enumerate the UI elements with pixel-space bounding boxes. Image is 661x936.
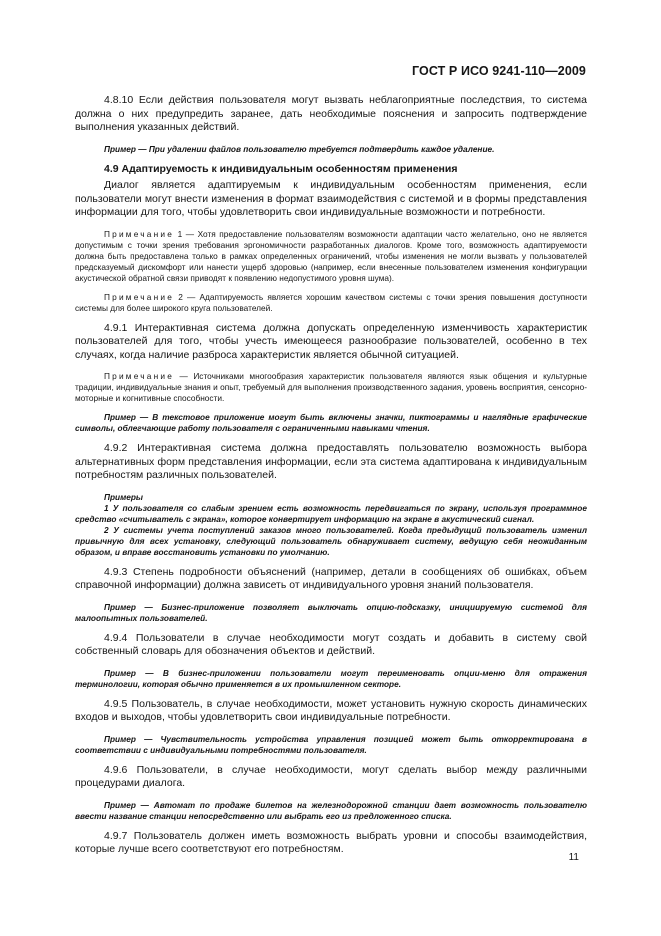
- note-1: [75, 229, 587, 284]
- note-label: Примечание: [104, 228, 175, 239]
- section-intro-paragraph: Диалог является адаптируемым к индивидуальным особенностям применения, если пользователи могут внести изменения в формат взаимодействия с системой и в формы представления информации для того, чтобы удовлетворить свои индивидуальные возможности и потребности.: [75, 179, 587, 218]
- example-paragraph: Пример — В текстовое приложение могут быть включены значки, пиктограммы и наглядные графические символы, облегчающие работу пользователя с ограниченными навыками чтения.: [75, 412, 587, 433]
- example-paragraph: Пример — Бизнес-приложение позволяет выключать опцию-подсказку, инициируемую системой для малоопытных пользователей.: [75, 601, 587, 623]
- note-label: Примечание: [104, 291, 175, 302]
- example-paragraph: Пример — Чувствительность устройства управления позицией может быть откорректирована в соответствии с индивидуальными потребностями пользователя.: [75, 733, 587, 755]
- note-2: [75, 292, 587, 314]
- example-item-1: 1 У пользователя со слабым зрением есть возможность передвигаться по экрану, используя программное средство «считыватель с экрана», которое конвертирует информацию на экране в акустический сигнал.: [75, 502, 587, 524]
- clause-4-9-5: 4.9.5 Пользователь, в случае необходимости, может установить нужную скорость динамических входов и выходов, чтобы удовлетворить свои индивидуальные потребности.: [75, 697, 587, 723]
- note-text: 2 — Адаптируемость является хорошим качеством системы с точки зрения повышения доступности системы для более широкого круга пользователей.: [75, 291, 587, 313]
- clause-4-9-6: 4.9.6 Пользователи, в случае необходимости, могут сделать выбор между различными процедурами диалога.: [75, 763, 587, 789]
- note-text: — Источниками многообразия характеристик пользователя являются язык общения и культурные традиции, индивидуальные знания и опыт, требуемый для выполнения производственного задания, уровень восприятия, сенсорно-моторные и когнитивные способности.: [75, 371, 587, 403]
- document-header: ГОСТ Р ИСО 9241-110—2009: [411, 64, 586, 78]
- clause-4-9-2: 4.9.2 Интерактивная система должна предоставлять пользователю возможность выбора альтернативных форм представления информации, если эта система адаптирована к индивидуальным потребностям различных пользователей.: [75, 442, 587, 481]
- note-4-9-1: [75, 371, 587, 404]
- clause-4-9-4: 4.9.4 Пользователи в случае необходимости могут создать и добавить в систему свой собственный словарь для обозначения объектов и действий.: [75, 631, 587, 657]
- examples-heading: Примеры: [104, 491, 144, 502]
- example-paragraph: Пример — В бизнес-приложении пользователи могут переименовать опции-меню для отражения терминологии, которая обычно применяется в их промышленном секторе.: [75, 667, 587, 689]
- page-number: 11: [568, 852, 579, 863]
- clause-4-9-1: 4.9.1 Интерактивная система должна допускать определенную изменчивость характеристик пользователей для того, чтобы учесть имеющееся разнообразие пользователей, особенно в тех случаях, когда наличие разброса характеристик является обычной ситуацией.: [75, 321, 587, 361]
- section-heading-4-9: 4.9 Адаптируемость к индивидуальным особенностям применения: [104, 162, 458, 175]
- clause-4-8-10: 4.8.10 Если действия пользователя могут вызвать неблагоприятные последствия, то система должна о них предупредить заранее, дать необходимые пояснения и запросить подтверждение выполнения указанных действий.: [75, 94, 587, 133]
- document-body: [75, 94, 587, 866]
- note-text: 1 — Хотя предоставление пользователям возможности адаптации часто желательно, оно не является допустимым с точки зрения требования эргономичности разработанных диалогов. Кроме того, возможность адаптируемости должна быть предоставлена только в рамках определенных ограничений, чтобы изменения не могли вызвать у пользователей предсказуемый дискомфорт или нанести ущерб здоровью (например, если внесенные пользователем изменения конфигурации акустической обратной связи приводят к появлению недопустимого уровня шума).: [75, 228, 587, 283]
- clause-4-9-7: 4.9.7 Пользователь должен иметь возможность выбрать уровни и способы взаимодействия, которые лучше всего соответствуют его потребностям.: [75, 829, 587, 855]
- clause-4-9-3: 4.9.3 Степень подробности объяснений (например, детали в сообщениях об ошибках, объем справочной информации) должна зависеть от индивидуального уровня знаний пользователя.: [75, 565, 587, 591]
- note-label: Примечание: [104, 371, 175, 381]
- example-item-2: 2 У системы учета поступлений заказов много пользователей. Когда предыдущий пользователь изменил привычную для всех установку, следующий пользователь обнаруживает систему, ведущую себя неожиданным образом, и вправе восстановить установки по умолчанию.: [75, 524, 587, 557]
- example-paragraph: Пример — Автомат по продаже билетов на железнодорожной станции дает возможность пользователю ввести название станции непосредственно или выбрать его из предложенного списка.: [75, 799, 587, 821]
- example-paragraph: Пример — При удалении файлов пользователю требуется подтвердить каждое удаление.: [104, 143, 495, 154]
